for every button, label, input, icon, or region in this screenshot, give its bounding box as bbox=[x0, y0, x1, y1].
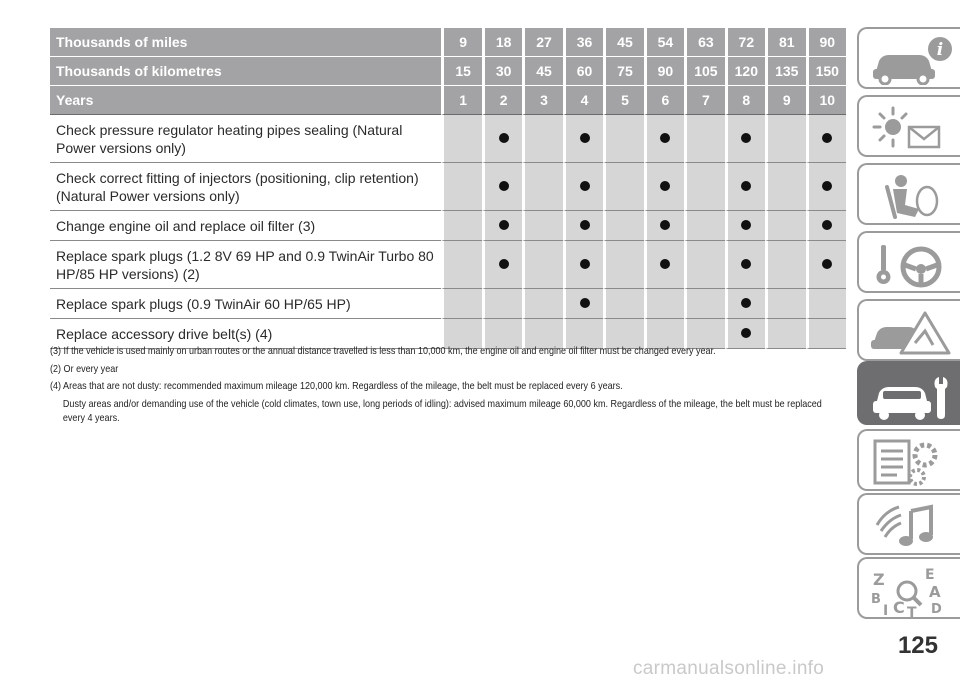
operation-label: Replace spark plugs (1.2 8V 69 HP and 0.9 TwinAir Turbo 80 HP/85 HP versions) (2) bbox=[50, 241, 441, 289]
scheduled-dot bbox=[822, 181, 832, 191]
header-value: 36 bbox=[563, 28, 603, 57]
empty-mark bbox=[701, 181, 711, 191]
schedule-cell bbox=[563, 289, 603, 319]
empty-mark bbox=[782, 133, 792, 143]
index-letter-t: T bbox=[907, 605, 917, 619]
index-letter-b: B bbox=[871, 592, 881, 607]
spec-sheet-gears-icon bbox=[869, 437, 955, 487]
schedule-cell bbox=[684, 163, 724, 211]
scheduled-dot bbox=[499, 133, 509, 143]
empty-mark bbox=[499, 298, 509, 308]
empty-mark bbox=[620, 181, 630, 191]
empty-mark bbox=[782, 259, 792, 269]
scheduled-dot bbox=[741, 220, 751, 230]
schedule-cell bbox=[522, 115, 562, 163]
scheduled-dot bbox=[822, 259, 832, 269]
car-warning-icon bbox=[869, 307, 955, 357]
empty-mark bbox=[701, 133, 711, 143]
empty-mark bbox=[539, 220, 549, 230]
empty-mark bbox=[782, 181, 792, 191]
index-letter-i: I bbox=[883, 603, 889, 619]
schedule-cell bbox=[684, 241, 724, 289]
schedule-cell bbox=[441, 115, 481, 163]
table-row bbox=[50, 211, 846, 241]
empty-mark bbox=[660, 328, 670, 338]
header-value: 135 bbox=[765, 57, 805, 86]
schedule-cell bbox=[765, 211, 805, 241]
empty-mark bbox=[782, 298, 792, 308]
header-value: 27 bbox=[522, 28, 562, 57]
scheduled-dot bbox=[660, 181, 670, 191]
scheduled-dot bbox=[580, 220, 590, 230]
empty-mark bbox=[539, 298, 549, 308]
tab-technical-specs[interactable] bbox=[857, 429, 960, 491]
tab-safety[interactable] bbox=[857, 163, 960, 225]
header-value: 60 bbox=[563, 57, 603, 86]
empty-mark bbox=[580, 328, 590, 338]
header-value: 10 bbox=[806, 86, 847, 115]
scheduled-dot bbox=[580, 298, 590, 308]
tab-emergency[interactable] bbox=[857, 299, 960, 361]
schedule-cell bbox=[482, 163, 522, 211]
empty-mark bbox=[539, 181, 549, 191]
tab-index[interactable] bbox=[857, 557, 960, 619]
schedule-cell bbox=[684, 289, 724, 319]
airbag-seat-icon bbox=[869, 171, 955, 221]
schedule-cell bbox=[441, 163, 481, 211]
empty-mark bbox=[458, 133, 468, 143]
schedule-cell bbox=[603, 241, 643, 289]
maintenance-schedule-table bbox=[50, 28, 846, 349]
svg-text:i: i bbox=[936, 40, 944, 60]
scheduled-dot bbox=[660, 133, 670, 143]
schedule-cell bbox=[806, 115, 847, 163]
schedule-cell bbox=[806, 289, 847, 319]
schedule-cell bbox=[644, 241, 684, 289]
header-label: Thousands of kilometres bbox=[50, 57, 441, 86]
schedule-body bbox=[50, 115, 846, 349]
footnote: Dusty areas and/or demanding use of the vehicle (cold climates, town use, long periods of idling): advised maximum mileage 60,000 km. Regardless of the mileage, the belt must be replaced every 4 years. bbox=[62, 397, 822, 424]
multimedia-note-icon bbox=[869, 501, 955, 551]
operation-label: Replace spark plugs (0.9 TwinAir 60 HP/65 HP) bbox=[50, 289, 441, 319]
schedule-cell bbox=[765, 241, 805, 289]
schedule-cell bbox=[603, 163, 643, 211]
chapter-sidebar bbox=[857, 0, 960, 686]
scheduled-dot bbox=[660, 220, 670, 230]
scheduled-dot bbox=[741, 328, 751, 338]
schedule-header bbox=[50, 28, 846, 115]
header-value: 9 bbox=[765, 86, 805, 115]
scheduled-dot bbox=[822, 220, 832, 230]
empty-mark bbox=[701, 328, 711, 338]
empty-mark bbox=[499, 328, 509, 338]
schedule-cell bbox=[563, 163, 603, 211]
header-row bbox=[50, 86, 846, 115]
header-value: 63 bbox=[684, 28, 724, 57]
empty-mark bbox=[539, 259, 549, 269]
header-value: 15 bbox=[441, 57, 481, 86]
schedule-cell bbox=[765, 163, 805, 211]
empty-mark bbox=[620, 220, 630, 230]
schedule-cell bbox=[482, 241, 522, 289]
header-label: Thousands of miles bbox=[50, 28, 441, 57]
header-value: 75 bbox=[603, 57, 643, 86]
empty-mark bbox=[782, 220, 792, 230]
schedule-cell bbox=[806, 241, 847, 289]
index-letter-z: Z bbox=[873, 570, 885, 589]
schedule-cell bbox=[482, 289, 522, 319]
header-value: 2 bbox=[482, 86, 522, 115]
header-value: 90 bbox=[806, 28, 847, 57]
header-value: 90 bbox=[644, 57, 684, 86]
scheduled-dot bbox=[499, 181, 509, 191]
header-value: 18 bbox=[482, 28, 522, 57]
schedule-cell bbox=[725, 211, 765, 241]
footnote: (4) Areas that are not dusty: recommended maximum mileage 120,000 km. Regardless of the mileage, the belt must be replaced every 6 years. bbox=[50, 380, 623, 392]
empty-mark bbox=[458, 328, 468, 338]
header-row bbox=[50, 57, 846, 86]
empty-mark bbox=[701, 220, 711, 230]
tab-dashboard[interactable] bbox=[857, 95, 960, 157]
footnote: (2) Or every year bbox=[50, 362, 119, 375]
empty-mark bbox=[822, 328, 832, 338]
header-value: 30 bbox=[482, 57, 522, 86]
schedule-cell bbox=[644, 289, 684, 319]
header-value: 45 bbox=[522, 57, 562, 86]
empty-mark bbox=[539, 328, 549, 338]
empty-mark bbox=[822, 298, 832, 308]
empty-mark bbox=[620, 298, 630, 308]
schedule-cell bbox=[806, 211, 847, 241]
scheduled-dot bbox=[741, 259, 751, 269]
table-row bbox=[50, 241, 846, 289]
empty-mark bbox=[458, 181, 468, 191]
header-value: 54 bbox=[644, 28, 684, 57]
schedule-cell bbox=[725, 163, 765, 211]
operation-label: Replace accessory drive belt(s) (4) bbox=[50, 319, 441, 349]
empty-mark bbox=[458, 220, 468, 230]
header-value: 5 bbox=[603, 86, 643, 115]
operation-label: Change engine oil and replace oil filter (3) bbox=[50, 211, 441, 241]
schedule-cell bbox=[644, 115, 684, 163]
header-value: 4 bbox=[563, 86, 603, 115]
operation-label: Check pressure regulator heating pipes sealing (Natural Power versions only) bbox=[50, 115, 441, 163]
header-value: 105 bbox=[684, 57, 724, 86]
schedule-cell bbox=[725, 115, 765, 163]
tab-multimedia[interactable] bbox=[857, 493, 960, 555]
schedule-cell bbox=[563, 241, 603, 289]
scheduled-dot bbox=[741, 181, 751, 191]
schedule-cell bbox=[725, 241, 765, 289]
index-letter-c: C bbox=[893, 598, 905, 617]
header-row bbox=[50, 28, 846, 57]
footnotes bbox=[50, 344, 840, 429]
empty-mark bbox=[539, 133, 549, 143]
header-value: 120 bbox=[725, 57, 765, 86]
header-value: 6 bbox=[644, 86, 684, 115]
schedule-cell bbox=[522, 289, 562, 319]
scheduled-dot bbox=[499, 259, 509, 269]
page-number: 125 bbox=[897, 632, 938, 659]
schedule-cell bbox=[522, 211, 562, 241]
header-value: 45 bbox=[603, 28, 643, 57]
empty-mark bbox=[701, 298, 711, 308]
scheduled-dot bbox=[580, 133, 590, 143]
schedule-cell bbox=[644, 163, 684, 211]
steering-wheel-key-icon bbox=[869, 239, 955, 289]
schedule-cell bbox=[482, 211, 522, 241]
schedule-cell bbox=[765, 115, 805, 163]
schedule-cell bbox=[441, 241, 481, 289]
empty-mark bbox=[458, 298, 468, 308]
index-letter-d: D bbox=[931, 602, 942, 617]
tab-knowing-car[interactable] bbox=[857, 27, 960, 89]
schedule-cell bbox=[684, 115, 724, 163]
header-value: 81 bbox=[765, 28, 805, 57]
schedule-cell bbox=[522, 163, 562, 211]
scheduled-dot bbox=[660, 259, 670, 269]
empty-mark bbox=[620, 259, 630, 269]
scheduled-dot bbox=[580, 181, 590, 191]
schedule-cell bbox=[603, 211, 643, 241]
schedule-cell bbox=[644, 211, 684, 241]
scheduled-dot bbox=[499, 220, 509, 230]
header-value: 3 bbox=[522, 86, 562, 115]
schedule-cell bbox=[441, 211, 481, 241]
index-letter-a: A bbox=[929, 583, 941, 601]
scheduled-dot bbox=[741, 298, 751, 308]
tab-starting-driving[interactable] bbox=[857, 231, 960, 293]
header-value: 7 bbox=[684, 86, 724, 115]
header-value: 8 bbox=[725, 86, 765, 115]
schedule-cell bbox=[806, 163, 847, 211]
operation-label: Check correct fitting of injectors (positioning, clip retention) (Natural Power versions only) bbox=[50, 163, 441, 211]
header-label: Years bbox=[50, 86, 441, 115]
dashboard-lights-icon bbox=[869, 103, 955, 153]
scheduled-dot bbox=[580, 259, 590, 269]
tab-maintenance-care[interactable] bbox=[857, 361, 960, 425]
schedule-cell bbox=[563, 211, 603, 241]
header-value: 72 bbox=[725, 28, 765, 57]
schedule-cell bbox=[522, 241, 562, 289]
schedule-cell bbox=[563, 115, 603, 163]
header-value: 9 bbox=[441, 28, 481, 57]
footnote: (3) If the vehicle is used mainly on urban routes or the annual distance travelled is less than 10,000 km, the engine oil and engine oil filter must be changed every year. bbox=[50, 345, 716, 357]
empty-mark bbox=[660, 298, 670, 308]
schedule-cell bbox=[684, 211, 724, 241]
empty-mark bbox=[620, 328, 630, 338]
index-letter-e: E bbox=[925, 567, 935, 583]
car-info-icon bbox=[869, 35, 955, 85]
empty-mark bbox=[458, 259, 468, 269]
schedule-cell bbox=[725, 289, 765, 319]
schedule-cell bbox=[482, 115, 522, 163]
schedule-cell bbox=[603, 115, 643, 163]
empty-mark bbox=[701, 259, 711, 269]
scheduled-dot bbox=[741, 133, 751, 143]
header-value: 150 bbox=[806, 57, 847, 86]
header-value: 1 bbox=[441, 86, 481, 115]
schedule-cell bbox=[441, 289, 481, 319]
empty-mark bbox=[782, 328, 792, 338]
table-row bbox=[50, 289, 846, 319]
scheduled-dot bbox=[822, 133, 832, 143]
alphabet-index-icon bbox=[869, 565, 955, 619]
schedule-cell bbox=[765, 289, 805, 319]
schedule-cell bbox=[603, 289, 643, 319]
table-row bbox=[50, 163, 846, 211]
watermark: carmanualsonline.info bbox=[633, 658, 825, 679]
car-wrench-icon bbox=[869, 369, 955, 421]
empty-mark bbox=[620, 133, 630, 143]
table-row bbox=[50, 115, 846, 163]
